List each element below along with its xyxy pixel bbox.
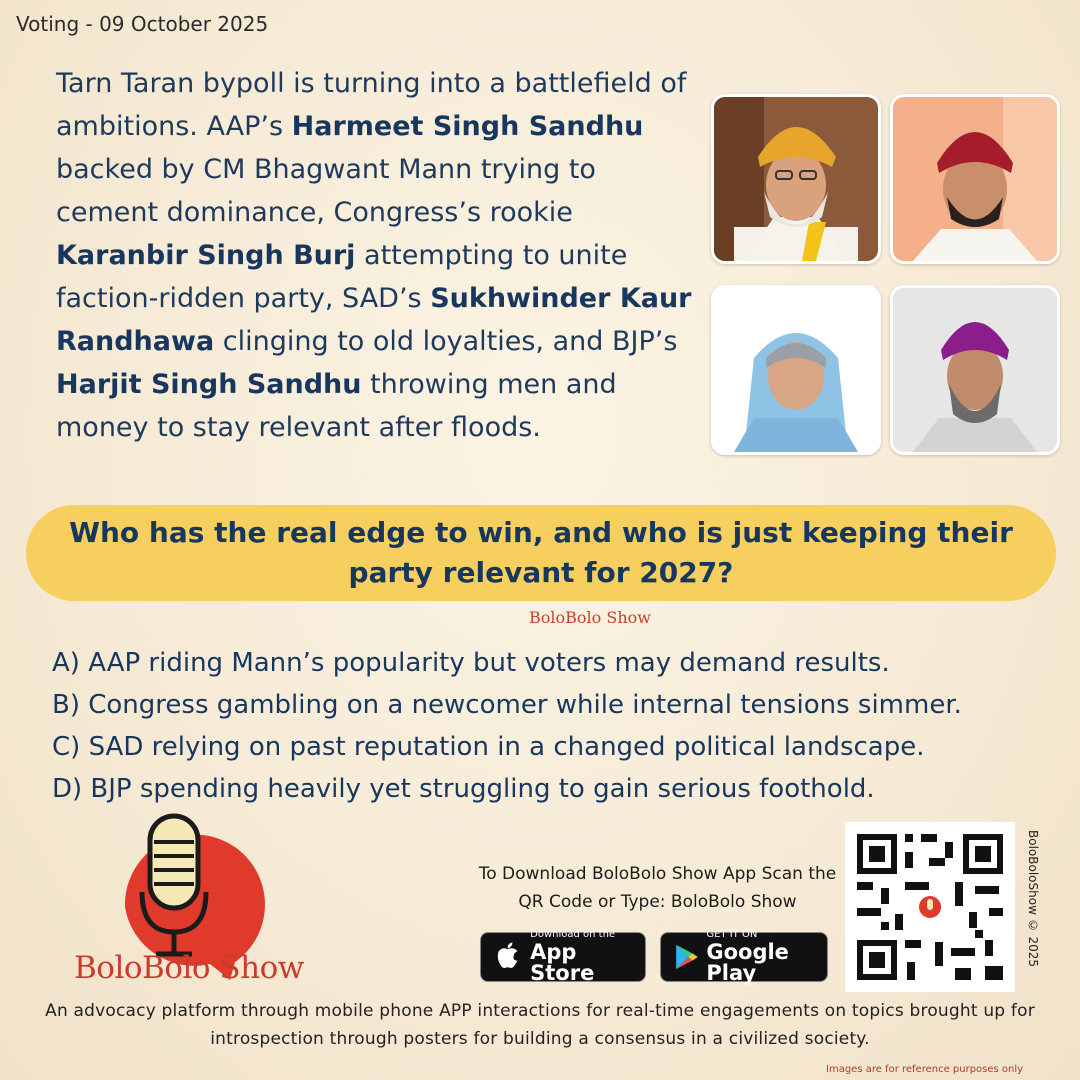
option-a[interactable]: A) AAP riding Mann’s popularity but voters may demand results. <box>52 648 890 678</box>
date-label: Voting - 09 October 2025 <box>16 12 269 36</box>
brand-watermark: BoloBolo Show <box>529 608 651 627</box>
copyright-label: BoloBoloShow © 2025 <box>1026 830 1040 968</box>
qr-code-icon[interactable] <box>845 822 1015 992</box>
intro-text-1: Tarn Taran bypoll is turning into a battlefield of ambitions. AAP’s <box>56 68 687 142</box>
intro-text-5: throwing men and money to stay relevant after floods. <box>56 369 617 443</box>
app-store-small-label: Download on the <box>530 929 616 940</box>
candidate-photo-sad <box>711 285 881 455</box>
option-d[interactable]: D) BJP spending heavily yet struggling to gain serious foothold. <box>52 774 875 804</box>
candidate-photo-bjp <box>890 285 1060 455</box>
google-play-small-label: GET IT ON <box>706 929 758 940</box>
candidate-photo-aap <box>711 94 881 264</box>
candidate-name-aap: Harmeet Singh Sandhu <box>291 111 644 142</box>
candidate-name-congress: Karanbir Singh Burj <box>56 240 356 271</box>
candidate-name-bjp: Harjit Singh Sandhu <box>56 369 362 400</box>
intro-text-4: clinging to old loyalties, and BJP’s <box>214 326 678 357</box>
google-play-button[interactable] <box>660 929 828 985</box>
app-store-label: App Store <box>530 940 595 985</box>
apple-icon <box>491 940 524 974</box>
intro-text-3: attempting to unite faction-ridden party, SAD’s <box>56 240 628 314</box>
intro-paragraph <box>56 62 706 449</box>
brand-logo-text: BoloBolo Show <box>74 950 304 986</box>
option-c[interactable]: C) SAD relying on past reputation in a changed political landscape. <box>52 732 925 762</box>
answer-options <box>52 642 1080 810</box>
image-disclaimer: Images are for reference purposes only <box>826 1064 1024 1075</box>
question-text: Who has the real edge to win, and who is just keeping their party relevant for 2027? <box>69 516 1013 589</box>
google-play-icon <box>671 940 700 974</box>
app-store-button[interactable] <box>480 929 646 985</box>
option-b[interactable]: B) Congress gambling on a newcomer while internal tensions simmer. <box>52 690 962 720</box>
download-instructions: To Download BoloBolo Show App Scan the QR Code or Type: BoloBolo Show <box>478 864 837 912</box>
intro-text-2: backed by CM Bhagwant Mann trying to cement dominance, Congress’s rookie <box>56 154 596 228</box>
question-banner <box>26 505 1056 601</box>
candidate-name-sad: Sukhwinder Kaur Randhawa <box>56 283 692 357</box>
google-play-label: Google Play <box>706 940 789 985</box>
footer-description: An advocacy platform through mobile phone APP interactions for real-time engagements on topics brought up for introspection through posters for building a consensus in a civilized society. <box>45 1001 1035 1049</box>
candidate-photo-congress <box>890 94 1060 264</box>
